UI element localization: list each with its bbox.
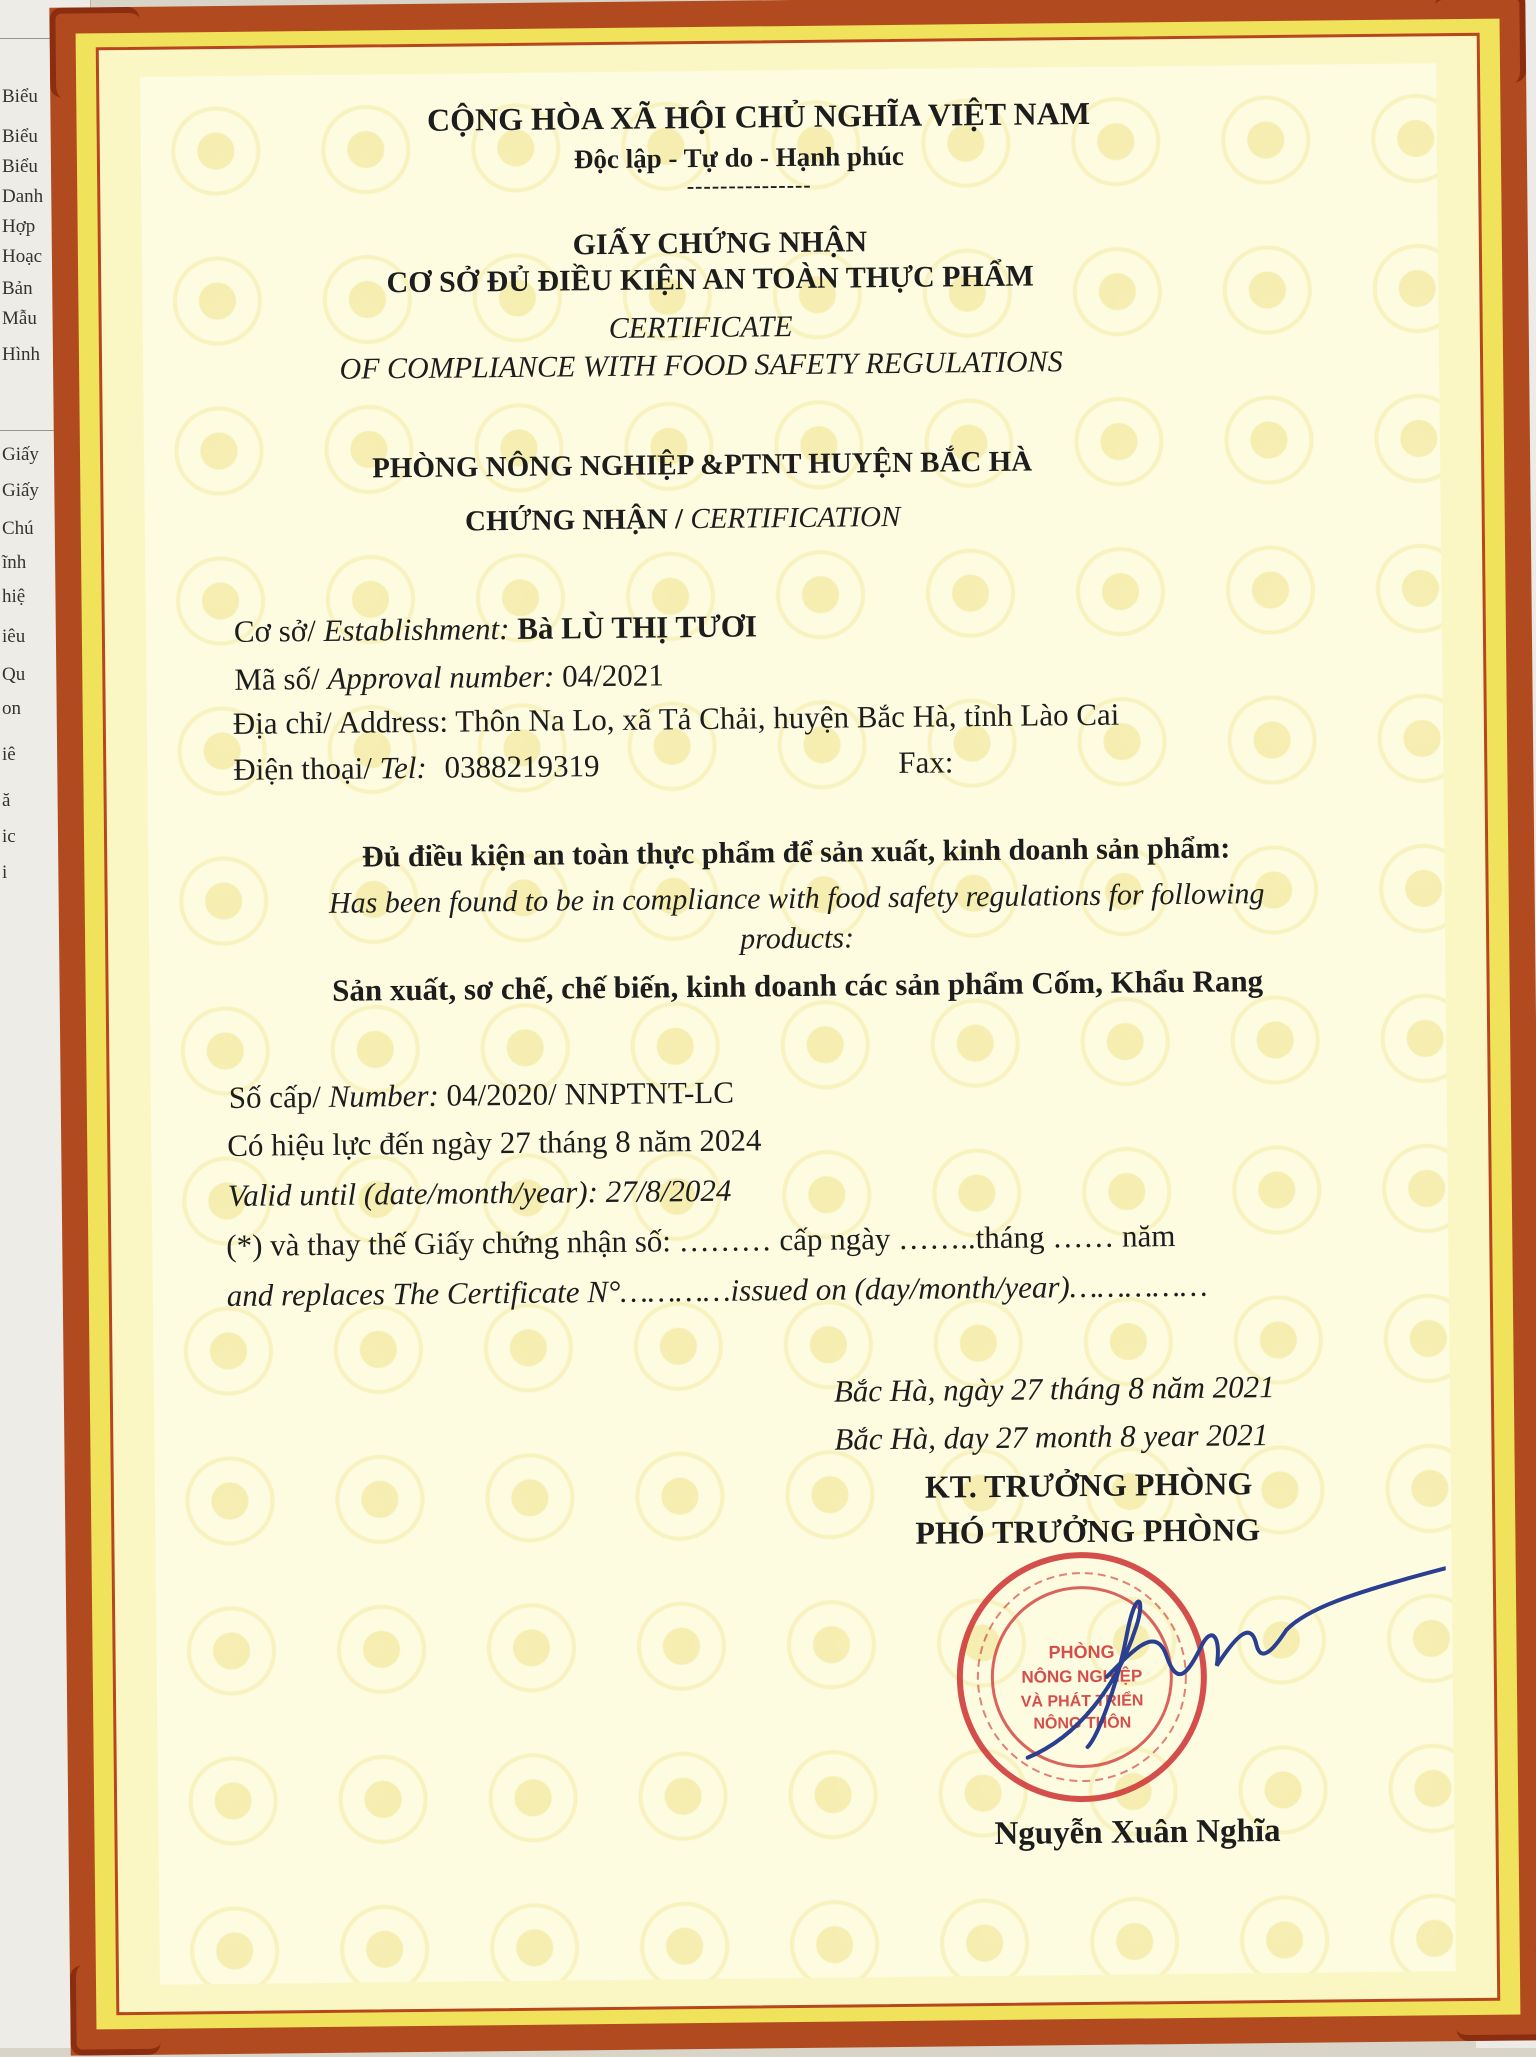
- number-value: 04/2020/ NNPTNT-LC: [446, 1074, 735, 1113]
- background-text: Giấy: [2, 480, 39, 501]
- certificate: [49, 0, 1536, 2056]
- background-text: Biểu: [2, 86, 38, 107]
- validity-vn: Có hiệu lực đến ngày 27 tháng 8 năm 2024: [227, 1122, 762, 1163]
- svg-text:VÀ PHÁT TRIỂN: VÀ PHÁT TRIỂN: [1020, 1692, 1144, 1711]
- validity-en: Valid until (date/month/year): 27/8/2024: [227, 1172, 732, 1213]
- role-line1: KT. TRƯỞNG PHÒNG: [924, 1465, 1253, 1505]
- background-text: Danh: [2, 186, 44, 207]
- address-label: Địa chỉ/ Address:: [232, 703, 449, 741]
- phone-label-vn: Điện thoại/: [233, 750, 373, 787]
- background-text: iêu: [2, 626, 26, 647]
- replaces-en: and replaces The Certificate N°…………issued on (day/month/year)……………: [226, 1267, 1208, 1313]
- establishment-value: Bà LÙ THỊ TƯƠI: [517, 608, 758, 646]
- background-text: Hoạc: [2, 246, 43, 267]
- background-text: Chú: [2, 518, 34, 539]
- svg-text:PHÒNG: PHÒNG: [1048, 1641, 1115, 1663]
- certificate-content: [49, 0, 1536, 2056]
- fax-label: Fax:: [898, 744, 954, 780]
- issuer-name: PHÒNG NÔNG NGHIỆP &PTNT HUYỆN BẮC HÀ: [371, 445, 1033, 485]
- title-vn-line2: CƠ SỞ ĐỦ ĐIỀU KIỆN AN TOÀN THỰC PHẨM: [386, 259, 1035, 300]
- sign-date-vn: Bắc Hà, ngày 27 tháng 8 năm 2021: [833, 1369, 1275, 1409]
- establishment-label-en: Establishment:: [323, 611, 510, 648]
- certify-en: CERTIFICATION: [690, 500, 901, 536]
- background-text: Biểu: [2, 126, 38, 147]
- header-divider: ---------------: [686, 171, 812, 199]
- compliance-en-line1: Has been found to be in compliance with food safety regulations for following: [328, 877, 1265, 920]
- background-text: iê: [2, 744, 16, 765]
- number-label-vn: Số cấp/: [228, 1079, 322, 1115]
- signer-name: Nguyễn Xuân Nghĩa: [994, 1812, 1281, 1852]
- phone-row: [233, 744, 954, 788]
- compliance-vn: Đủ điều kiện an toàn thực phẩm để sản xuất, kinh doanh sản phẩm:: [361, 831, 1231, 874]
- background-text: ă: [2, 790, 11, 811]
- certification-heading: [0, 495, 1421, 543]
- number-label-en: Number:: [328, 1077, 440, 1114]
- background-text: hiệ: [2, 586, 26, 607]
- motto: Độc lập - Tự do - Hạnh phúc: [573, 140, 905, 175]
- background-text: Biểu: [2, 156, 38, 177]
- number-row: [229, 1075, 735, 1116]
- sign-date-en: Bắc Hà, day 27 month 8 year 2021: [834, 1417, 1269, 1457]
- svg-text:NÔNG NGHIỆP: NÔNG NGHIỆP: [1021, 1666, 1143, 1687]
- products: Sản xuất, sơ chế, chế biến, kinh doanh các sản phẩm Cốm, Khẩu Rang: [331, 963, 1264, 1008]
- approval-row: [234, 657, 664, 697]
- background-text: Giấy: [2, 444, 39, 465]
- certify-vn: CHỨNG NHẬN /: [464, 503, 684, 538]
- phone-value: 0388219319: [444, 748, 600, 785]
- title-en-line1: CERTIFICATE: [608, 310, 793, 345]
- role-line2: PHÓ TRƯỞNG PHÒNG: [915, 1511, 1261, 1551]
- approval-label-vn: Mã số/: [234, 660, 320, 697]
- title-en-line2: OF COMPLIANCE WITH FOOD SAFETY REGULATIONS: [339, 345, 1063, 386]
- background-text: Hình: [2, 344, 40, 365]
- address-row: [233, 697, 1120, 742]
- phone-label-en: Tel:: [379, 749, 427, 786]
- background-text: i: [2, 862, 8, 883]
- background-text: Mẫu: [2, 308, 37, 329]
- background-text: Hợp: [2, 216, 36, 237]
- background-text: on: [2, 698, 21, 719]
- background-text: ĩnh: [2, 552, 27, 573]
- replaces-vn: (*) và thay thế Giấy chứng nhận số: ……… cấp ngày ……..tháng …… năm: [226, 1218, 1176, 1263]
- signature-icon: [985, 1523, 1448, 1788]
- establishment-label-vn: Cơ sở/: [233, 613, 316, 649]
- compliance-en-line2: products:: [739, 921, 855, 956]
- svg-text:NÔNG THÔN: NÔNG THÔN: [1033, 1714, 1132, 1733]
- title-vn-line1: GIẤY CHỨNG NHẬN: [572, 225, 868, 262]
- approval-value: 04/2021: [561, 657, 664, 694]
- background-text: Bản: [2, 278, 33, 299]
- establishment-row: [234, 608, 758, 649]
- address-value: Thôn Na Lo, xã Tả Chải, huyện Bắc Hà, tỉnh Lào Cai: [455, 696, 1120, 739]
- background-text: Qu: [2, 664, 26, 685]
- nation-title: CỘNG HÒA XÃ HỘI CHỦ NGHĨA VIỆT NAM: [426, 94, 1091, 138]
- approval-label-en: Approval number:: [327, 658, 555, 696]
- background-text: ic: [2, 826, 16, 847]
